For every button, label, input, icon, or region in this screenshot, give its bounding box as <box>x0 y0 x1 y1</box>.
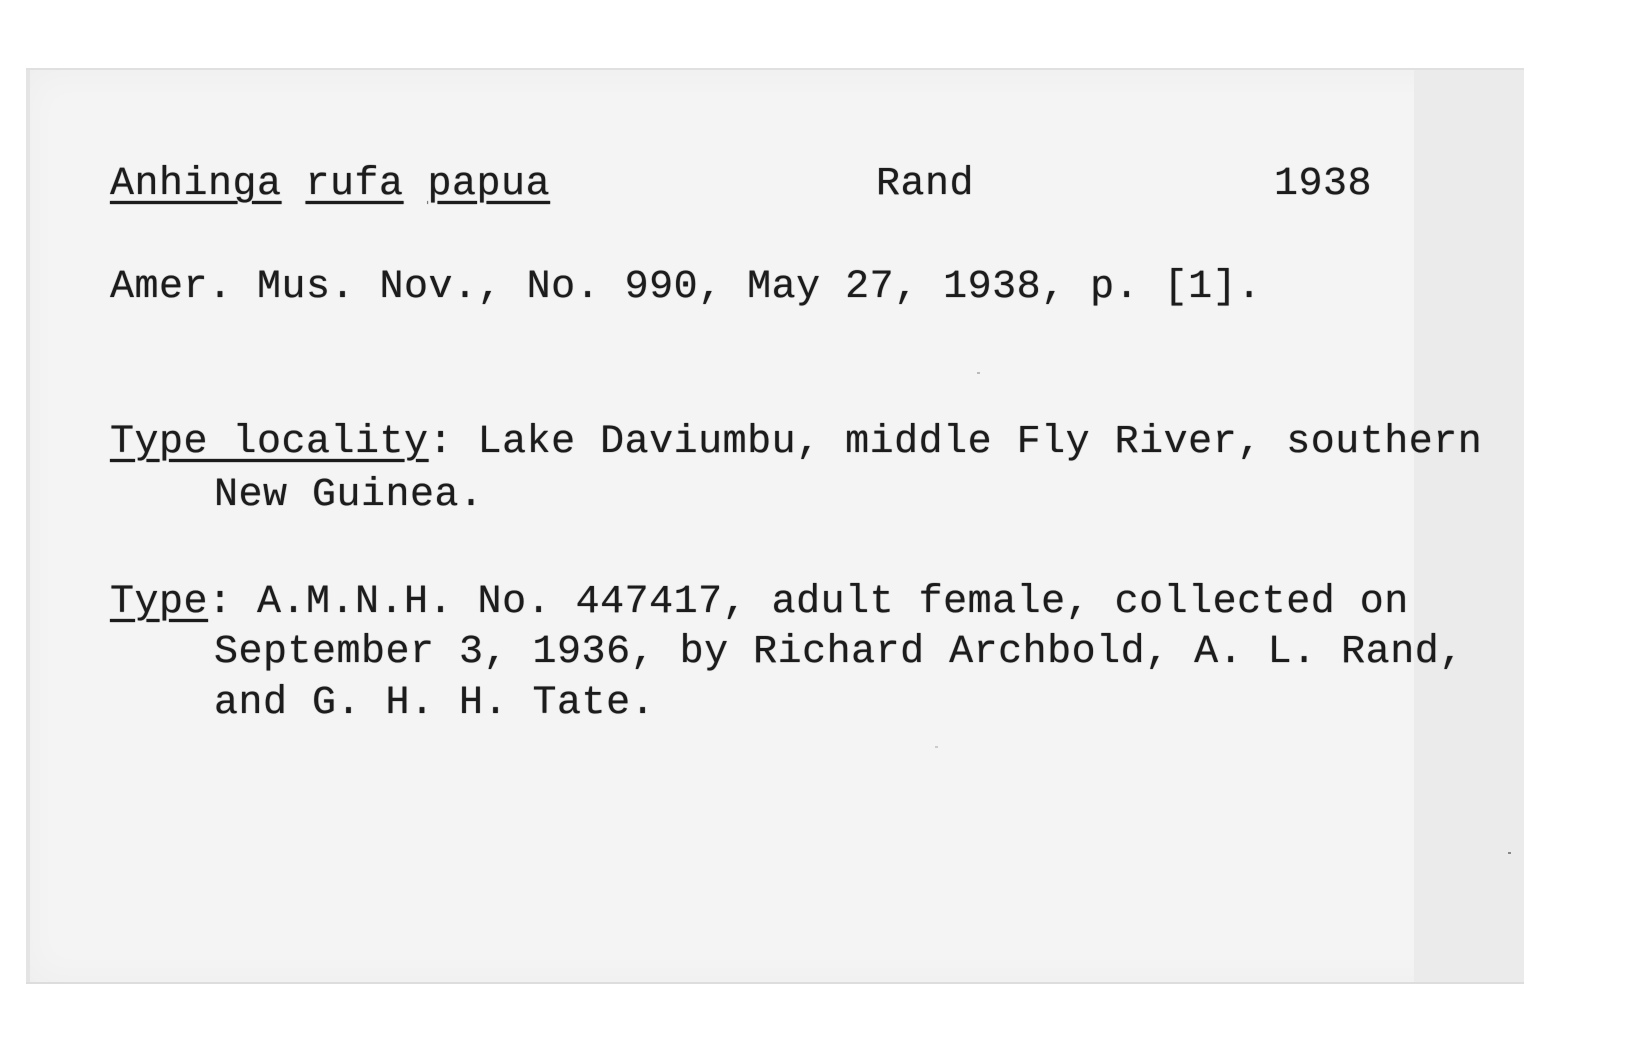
subspecies-name: papua <box>427 162 551 207</box>
citation-reference: Amer. Mus. Nov., No. 990, May 27, 1938, p. [1]. <box>110 265 1262 310</box>
scan-speck <box>977 372 980 374</box>
type-locality-line-1 <box>110 420 1482 466</box>
type-locality-line-2: New Guinea. <box>214 473 484 518</box>
scientific-name <box>110 162 550 208</box>
type-locality-text: : Lake Daviumbu, middle Fly River, southern <box>428 420 1483 465</box>
type-specimen-line-2: September 3, 1936, by Richard Archbold, A. L. Rand, <box>214 630 1464 675</box>
species-name: rufa <box>305 162 404 207</box>
type-label: Type <box>110 580 209 625</box>
publication-year: 1938 <box>1274 162 1373 207</box>
scan-speck <box>1508 852 1511 854</box>
card-left-edge <box>26 70 30 982</box>
scan-speck <box>935 746 938 748</box>
type-text: : A.M.N.H. No. 447417, adult female, collected on <box>208 580 1409 625</box>
type-locality-label: Type locality <box>110 420 429 465</box>
author-name: Rand <box>876 162 975 207</box>
card-right-strip <box>1414 70 1524 982</box>
type-specimen-line-1 <box>110 580 1409 626</box>
genus-name: Anhinga <box>110 162 282 207</box>
type-specimen-line-3: and G. H. H. Tate. <box>214 681 656 726</box>
